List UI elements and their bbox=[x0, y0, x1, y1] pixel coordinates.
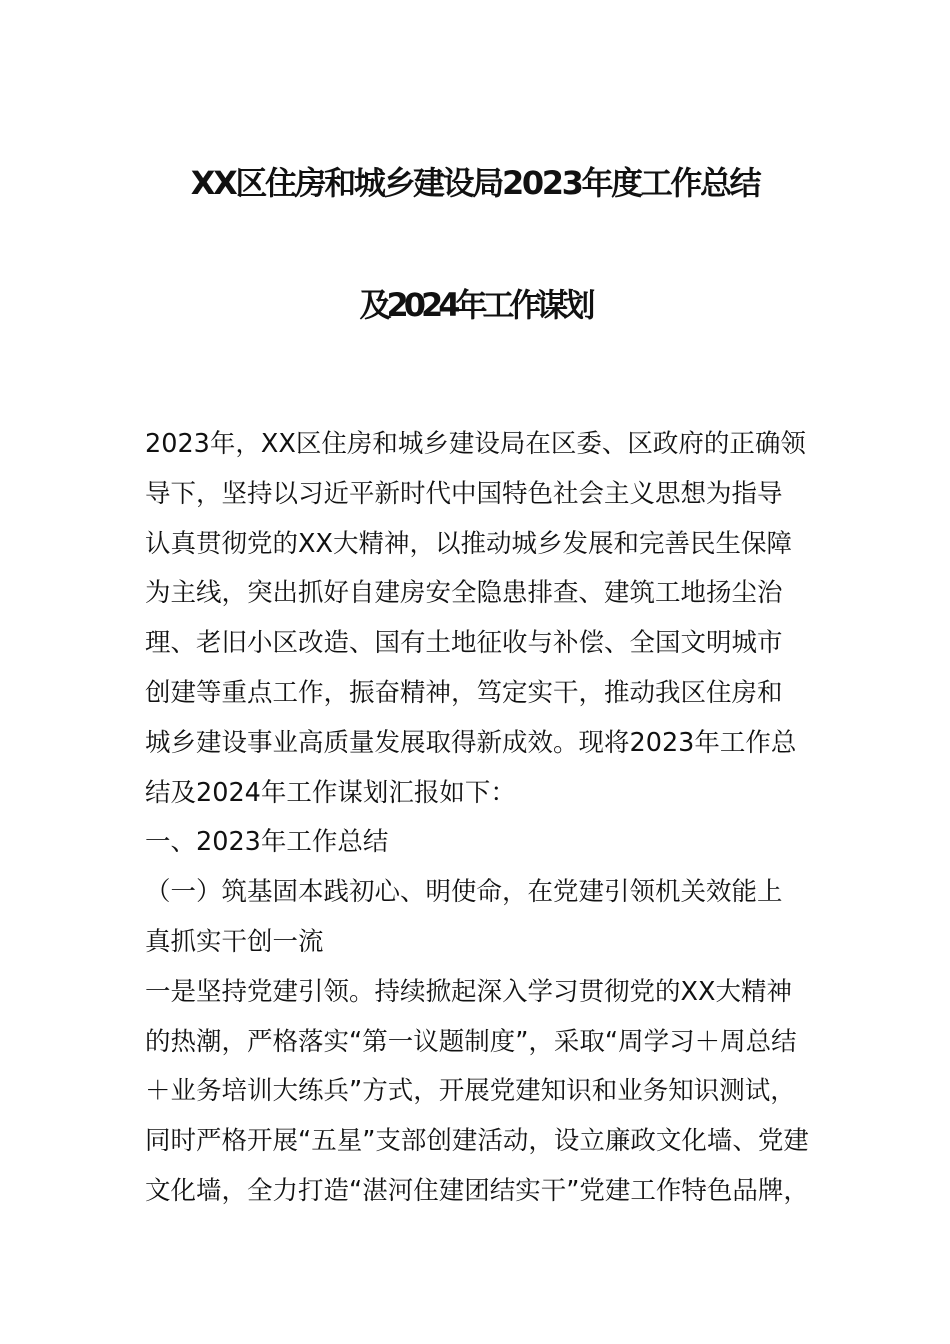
body-line: 的热潮，严格落实“第一议题制度”，采取“周学习＋周总结 bbox=[145, 1026, 797, 1057]
body-line: 城乡建设事业高质量发展取得新成效。现将2023年工作总 bbox=[145, 727, 797, 758]
body-line: 理、老旧小区改造、国有土地征收与补偿、全国文明城市 bbox=[145, 628, 783, 659]
document-body bbox=[145, 420, 810, 1217]
body-line: 2023年，XX区住房和城乡建设局在区委、区政府的正确领 bbox=[145, 429, 806, 459]
body-line: 认真贯彻党的XX大精神，以推动城乡发展和完善民生保障 bbox=[145, 528, 792, 559]
body-line: ＋业务培训大练兵”方式，开展党建知识和业务知识测试， bbox=[145, 1076, 796, 1107]
body-line: 导下，坚持以习近平新时代中国特色社会主义思想为指导 bbox=[145, 478, 783, 509]
document-title-line-2: 及2024年工作谋划 bbox=[359, 286, 591, 324]
body-line: 为主线，突出抓好自建房安全隐患排查、建筑工地扬尘治 bbox=[145, 578, 783, 609]
section-heading: 一、2023年工作总结 bbox=[145, 827, 389, 858]
subsection-heading-cont: 真抓实干创一流 bbox=[145, 926, 324, 957]
document-title-line-1: XX区住房和城乡建设局2023年度工作总结 bbox=[190, 164, 760, 202]
body-line: 文化墙，全力打造“湛河住建团结实干”党建工作特色品牌， bbox=[145, 1175, 809, 1206]
subsection-heading: （一）筑基固本践初心、明使命，在党建引领机关效能上 bbox=[145, 877, 783, 908]
body-line: 结及2024年工作谋划汇报如下： bbox=[145, 777, 516, 808]
body-line: 创建等重点工作，振奋精神，笃定实干，推动我区住房和 bbox=[145, 677, 783, 708]
body-line: 一是坚持党建引领。持续掀起深入学习贯彻党的XX大精神 bbox=[145, 976, 792, 1007]
body-line: 同时严格开展“五星”支部创建活动，设立廉政文化墙、党建 bbox=[145, 1126, 809, 1157]
